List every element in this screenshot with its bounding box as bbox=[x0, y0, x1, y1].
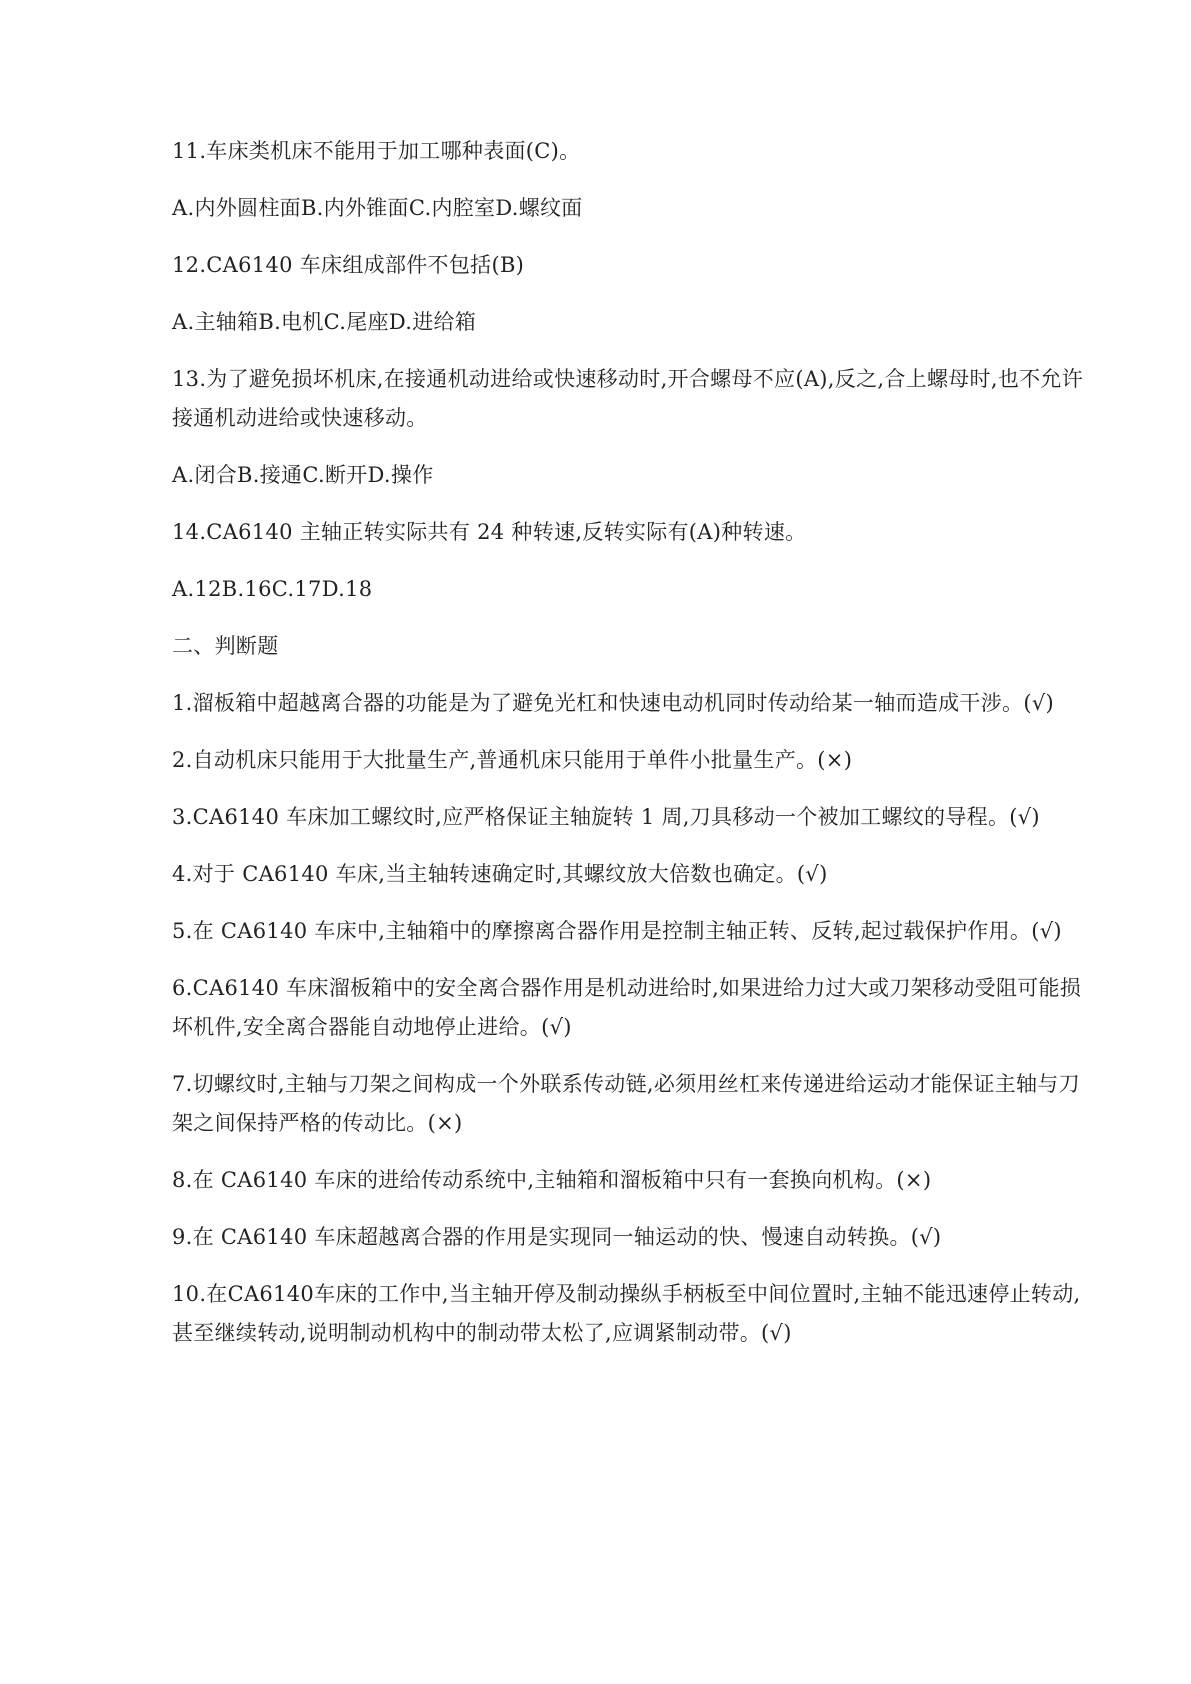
judgment-1: 1.溜板箱中超越离合器的功能是为了避免光杠和快速电动机同时传动给某一轴而造成干涉。(√) bbox=[172, 691, 1054, 715]
judgment-9: 9.在 CA6140 车床超越离合器的作用是实现同一轴运动的快、慢速自动转换。(√) bbox=[172, 1225, 942, 1249]
judgment-3: 3.CA6140 车床加工螺纹时,应严格保证主轴旋转 1 周,刀具移动一个被加工螺纹的导程。(√) bbox=[172, 805, 1040, 829]
question-11: 11.车床类机床不能用于加工哪种表面(C)。 bbox=[172, 139, 581, 163]
document-body bbox=[172, 132, 1092, 1371]
question-13-options: A.闭合B.接通C.断开D.操作 bbox=[172, 463, 434, 487]
question-14: 14.CA6140 主轴正转实际共有 24 种转速,反转实际有(A)种转速。 bbox=[172, 520, 807, 544]
judgment-5: 5.在 CA6140 车床中,主轴箱中的摩擦离合器作用是控制主轴正转、反转,起过载保护作用。(√) bbox=[172, 919, 1062, 943]
question-14-options: A.12B.16C.17D.18 bbox=[172, 577, 373, 601]
judgment-2: 2.自动机床只能用于大批量生产,普通机床只能用于单件小批量生产。(×) bbox=[172, 748, 853, 772]
question-12: 12.CA6140 车床组成部件不包括(B) bbox=[172, 253, 525, 277]
question-11-options: A.内外圆柱面B.内外锥面C.内腔室D.螺纹面 bbox=[172, 196, 583, 220]
question-13: 13.为了避免损坏机床,在接通机动进给或快速移动时,开合螺母不应(A),反之,合上螺母时,也不允许接通机动进给或快速移动。 bbox=[172, 367, 1084, 430]
question-12-options: A.主轴箱B.电机C.尾座D.进给箱 bbox=[172, 310, 477, 334]
judgment-8: 8.在 CA6140 车床的进给传动系统中,主轴箱和溜板箱中只有一套换向机构。(×) bbox=[172, 1168, 932, 1192]
section-heading-true-false: 二、判断题 bbox=[172, 634, 279, 658]
judgment-10: 10.在CA6140车床的工作中,当主轴开停及制动操纵手柄板至中间位置时,主轴不能迅速停止转动,甚至继续转动,说明制动机构中的制动带太松了,应调紧制动带。(√) bbox=[172, 1282, 1081, 1345]
judgment-6: 6.CA6140 车床溜板箱中的安全离合器作用是机动进给时,如果进给力过大或刀架移动受阻可能损坏机件,安全离合器能自动地停止进给。(√) bbox=[172, 976, 1082, 1039]
judgment-7: 7.切螺纹时,主轴与刀架之间构成一个外联系传动链,必须用丝杠来传递进给运动才能保证主轴与刀架之间保持严格的传动比。(×) bbox=[172, 1072, 1080, 1135]
judgment-4: 4.对于 CA6140 车床,当主轴转速确定时,其螺纹放大倍数也确定。(√) bbox=[172, 862, 828, 886]
